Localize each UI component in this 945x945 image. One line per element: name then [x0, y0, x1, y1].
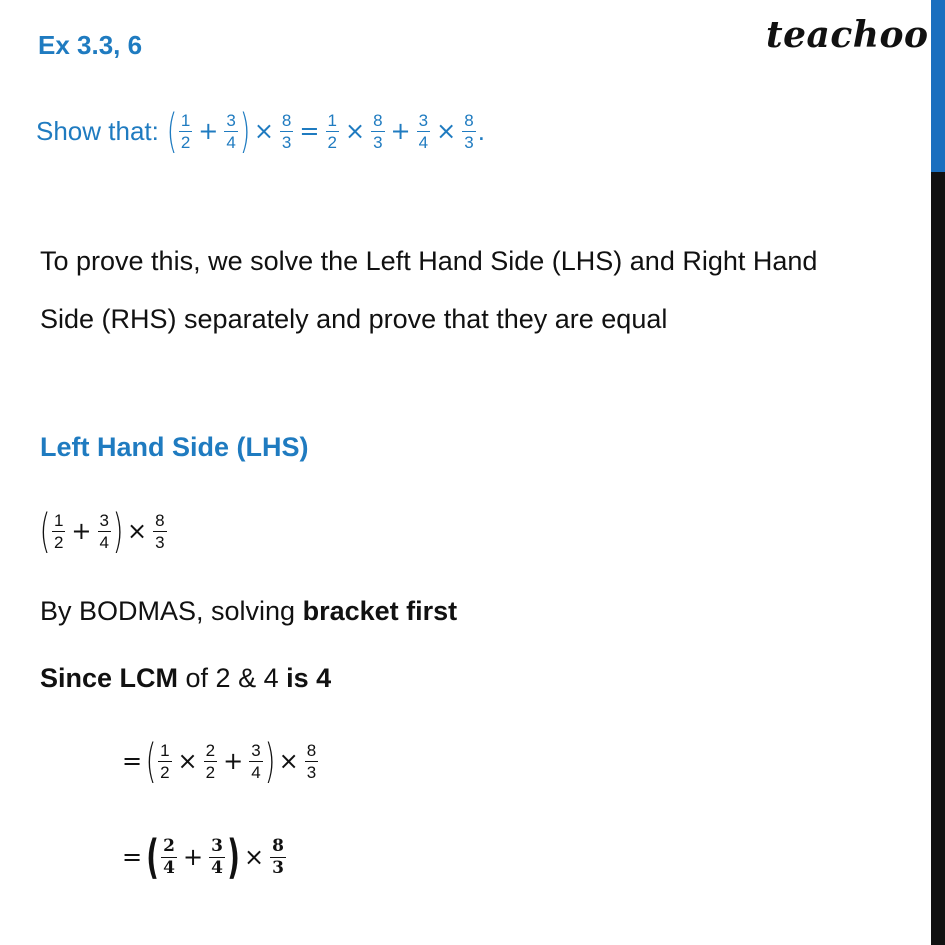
bodmas-emphasis: bracket first — [302, 596, 458, 626]
brand-logo: teachoo — [766, 14, 929, 56]
fraction-three-quarters: $\frac{3}{4}$ — [211, 835, 223, 878]
fraction-one-half: $\frac{1}{2}$ — [160, 740, 170, 782]
fraction-one-half: $\frac{1}{2}$ — [53, 510, 64, 552]
lhs-heading: Left Hand Side (LHS) — [40, 432, 309, 462]
plus-sign: + — [223, 747, 244, 775]
times-sign: × — [278, 747, 299, 775]
times-sign: × — [177, 747, 198, 775]
step-2-expression — [118, 830, 288, 884]
times-sign: × — [253, 117, 274, 145]
lcm-line — [40, 663, 331, 694]
fraction-two-quarters: $\frac{2}{4}$ — [163, 835, 175, 878]
right-paren: ) — [227, 830, 240, 884]
period: . — [477, 115, 485, 146]
left-paren: ( — [146, 830, 159, 884]
fraction-three-quarters: $\frac{3}{4}$ — [99, 510, 109, 552]
lcm-part-3: is 4 — [286, 663, 332, 693]
bodmas-line — [40, 596, 457, 627]
fraction-eight-thirds: $\frac{8}{3}$ — [281, 110, 292, 152]
question-label: Show that: — [36, 115, 159, 146]
plus-sign: + — [198, 117, 219, 145]
equals-sign: = — [299, 117, 320, 145]
fraction-eight-thirds: $\frac{8}{3}$ — [306, 740, 317, 782]
plus-sign: + — [71, 517, 92, 545]
fraction-one-half: $\frac{1}{2}$ — [327, 110, 337, 152]
equals-sign: = — [122, 843, 143, 871]
right-paren: ) — [112, 504, 124, 558]
times-sign: × — [126, 517, 148, 545]
equals-sign: = — [122, 747, 143, 775]
scrollbar-thumb[interactable] — [931, 0, 945, 172]
plus-sign: + — [182, 843, 204, 871]
lcm-part-1: Since LCM — [40, 663, 179, 693]
left-paren: ( — [145, 734, 157, 788]
fraction-eight-thirds: $\frac{8}{3}$ — [272, 835, 284, 878]
question-statement — [36, 104, 485, 158]
lcm-part-2: of 2 & 4 — [178, 663, 287, 693]
fraction-eight-thirds: $\frac{8}{3}$ — [464, 110, 474, 152]
intro-line-1: To prove this, we solve the Left Hand Side (LHS) and Right Hand — [40, 246, 818, 276]
right-paren: ) — [264, 734, 276, 788]
left-paren: ( — [166, 104, 178, 158]
right-paren: ) — [239, 104, 251, 158]
fraction-eight-thirds: $\frac{8}{3}$ — [373, 110, 383, 152]
lhs-expression — [39, 504, 169, 558]
plus-sign: + — [390, 117, 411, 145]
exercise-title: Ex 3.3, 6 — [38, 30, 143, 60]
times-sign: × — [344, 117, 366, 145]
fraction-one-half: $\frac{1}{2}$ — [180, 110, 191, 152]
fraction-eight-thirds: $\frac{8}{3}$ — [155, 510, 165, 552]
fraction-two-halves: $\frac{2}{2}$ — [205, 740, 216, 782]
step-1-expression — [118, 734, 320, 788]
times-sign: × — [243, 843, 265, 871]
times-sign: × — [436, 117, 457, 145]
left-paren: ( — [39, 504, 51, 558]
fraction-three-quarters: $\frac{3}{4}$ — [226, 110, 236, 152]
fraction-three-quarters: $\frac{3}{4}$ — [418, 110, 429, 152]
intro-line-2: Side (RHS) separately and prove that they are equal — [40, 304, 668, 334]
fraction-three-quarters: $\frac{3}{4}$ — [251, 740, 261, 782]
bodmas-prefix: By BODMAS, solving — [40, 596, 303, 626]
